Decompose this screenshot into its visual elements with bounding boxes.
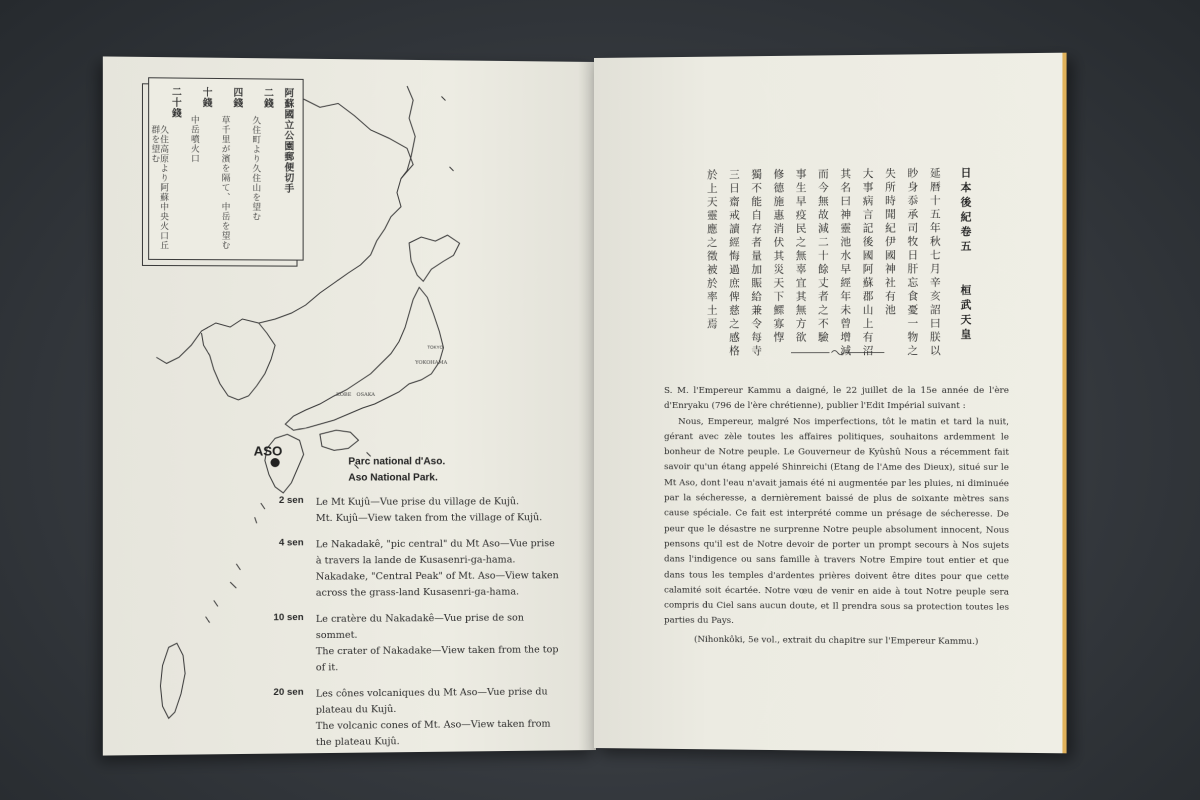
jp-column: 失所時聞紀伊國神社有池: [883, 167, 897, 318]
jp-column: 事生早疫民之無辜宜其無方欲: [794, 168, 807, 346]
stamp-desc-english: The crater of Nakadake—View taken from the top of it.: [315, 644, 559, 674]
jp-column-title: 日本後紀卷五 桓武天皇: [959, 167, 972, 344]
french-edict-body: Nous, Empereur, malgré Nos imperfections, tôt le matin et tard la nuit, gérant avec zèle toutes les affaires politiques, souhaitons ardemment le bonheur de Notre peuple. Le Gouverneur de Kyûshû Nous a récemment fait savoir qu'un étang appelé Shinreichi (Etang de l'Ame des Dieux), situé sur le Mt Aso, dont l'eau n'avait jamais été ni augmentée par les pluies, ni diminuée par la sécheresse, a dernièrement baissé de plus de soixante mètres sans cause spéciale. Ce fait est interprété comme un présage de sécheresse. De peur que le désastre ne surprenne Notre peuple absolument innocent, Nous pensons qu'il est de Notre devoir de porter un prompt secours à Nos sujets dans l'indigence ou sans famille à travers Notre Empire tout entier et que dans tous les temples d'ardentes prières doivent être dites pour que cette calamité soit écartée. Notre vœu de venir en aide à tout Notre peuple sera compris du Ciel sans aucun doute, et Il prendra sous sa protection toutes les parties du Pays.: [664, 416, 1010, 627]
aso-marker: [271, 458, 280, 467]
stamp-description-list: [257, 494, 560, 762]
aso-map-label: ASO: [253, 443, 283, 459]
jp-column: 三日齋戒讀經悔過庶俾慈之感格: [727, 168, 740, 359]
stamp-value: 4 sen: [278, 537, 304, 549]
legend-value-1: 二錢: [261, 87, 274, 109]
stamp-value: 20 sen: [273, 686, 304, 699]
park-title-english: Aso National Park.: [348, 472, 438, 484]
stamp-entry: [257, 610, 560, 677]
label-tokyo: TOKYO: [427, 344, 444, 350]
jp-column: 獨不能自存者量加賑給兼令每寺: [750, 168, 763, 359]
jp-column: 眇身忝承司牧日肝忘食憂一物之: [906, 167, 919, 359]
label-osaka: OSAKA: [356, 391, 375, 398]
jp-column: 於上天靈應之徵被於率土焉: [705, 169, 718, 332]
left-page: [103, 56, 596, 755]
jp-column: 而今無故減二十餘丈者之不驗: [816, 168, 829, 346]
stamp-entry: [257, 494, 560, 527]
stamp-entry: [257, 684, 560, 751]
stamp-desc-english: Nakadake, "Central Peak" of Mt. Aso—View taken across the grass-land Kusasenri-ga-hama.: [315, 570, 559, 599]
stamp-desc-french: Les cônes volcaniques du Mt Aso—Vue prise du plateau du Kujû.: [315, 686, 548, 716]
legend-desc-4: 久住高原より阿蘇中央火口丘群を望む: [149, 124, 169, 251]
french-translation: [664, 384, 1009, 651]
stamp-value: 10 sen: [273, 611, 304, 624]
stamp-value: 2 sen: [278, 494, 304, 507]
right-page: [594, 53, 1067, 754]
stamp-desc-french: Le Mt Kujû—Vue prise du village de Kujû.: [315, 496, 520, 508]
legend-desc-2: 草千里が濱を隔て、中岳を望む: [219, 115, 231, 251]
french-intro: S. M. l'Empereur Kammu a daigné, le 22 juillet de la 15e année de l'ère d'Enryaku (796 de l'ère chrétienne), publier l'Edit Impérial suivant :: [664, 385, 1010, 412]
jp-column: 修德施惠消伏其災天下鰥寡惸: [772, 168, 785, 346]
label-kobe: KOBE: [336, 391, 352, 398]
legend-desc-3: 中岳噴火口: [189, 115, 200, 164]
legend-heading: 阿蘇國立公園郵便切手: [282, 87, 294, 194]
stamp-desc-english: Mt. Kujû—View taken from the village of Kujû.: [315, 512, 543, 525]
french-citation: (Nihonkôki, 5e vol., extrait du chapitre sur l'Empereur Kammu.): [694, 634, 979, 647]
stamp-desc-french: Le cratère du Nakadakê—Vue prise de son sommet.: [315, 612, 524, 642]
legend-value-4: 二十錢: [169, 86, 181, 119]
stamp-entry: [257, 536, 560, 602]
stamp-desc-french: Le Nakadakê, "pic central" du Mt Aso—Vue prise à travers la lande de Kusasenri-ga-hama.: [315, 538, 555, 567]
stamp-legend-box: [148, 77, 303, 260]
legend-value-2: 四錢: [231, 87, 243, 109]
park-title-french: Parc national d'Aso.: [348, 456, 446, 468]
legend-desc-1: 久住町より久住山を望む: [250, 115, 261, 222]
jp-column: 其名曰神靈池水早經年未曾增減: [839, 168, 852, 359]
jp-column: 大事病言記後國阿蘇郡山上有沼: [861, 167, 874, 359]
ornament-divider: [791, 348, 884, 356]
stamp-desc-english: The volcanic cones of Mt. Aso—View taken from the plateau Kujû.: [315, 718, 551, 749]
jp-column: 延暦十五年秋七月辛亥詔曰朕以: [928, 167, 941, 359]
legend-value-3: 十錢: [200, 86, 212, 109]
label-yokohama: YOKOHAMA: [415, 359, 448, 366]
